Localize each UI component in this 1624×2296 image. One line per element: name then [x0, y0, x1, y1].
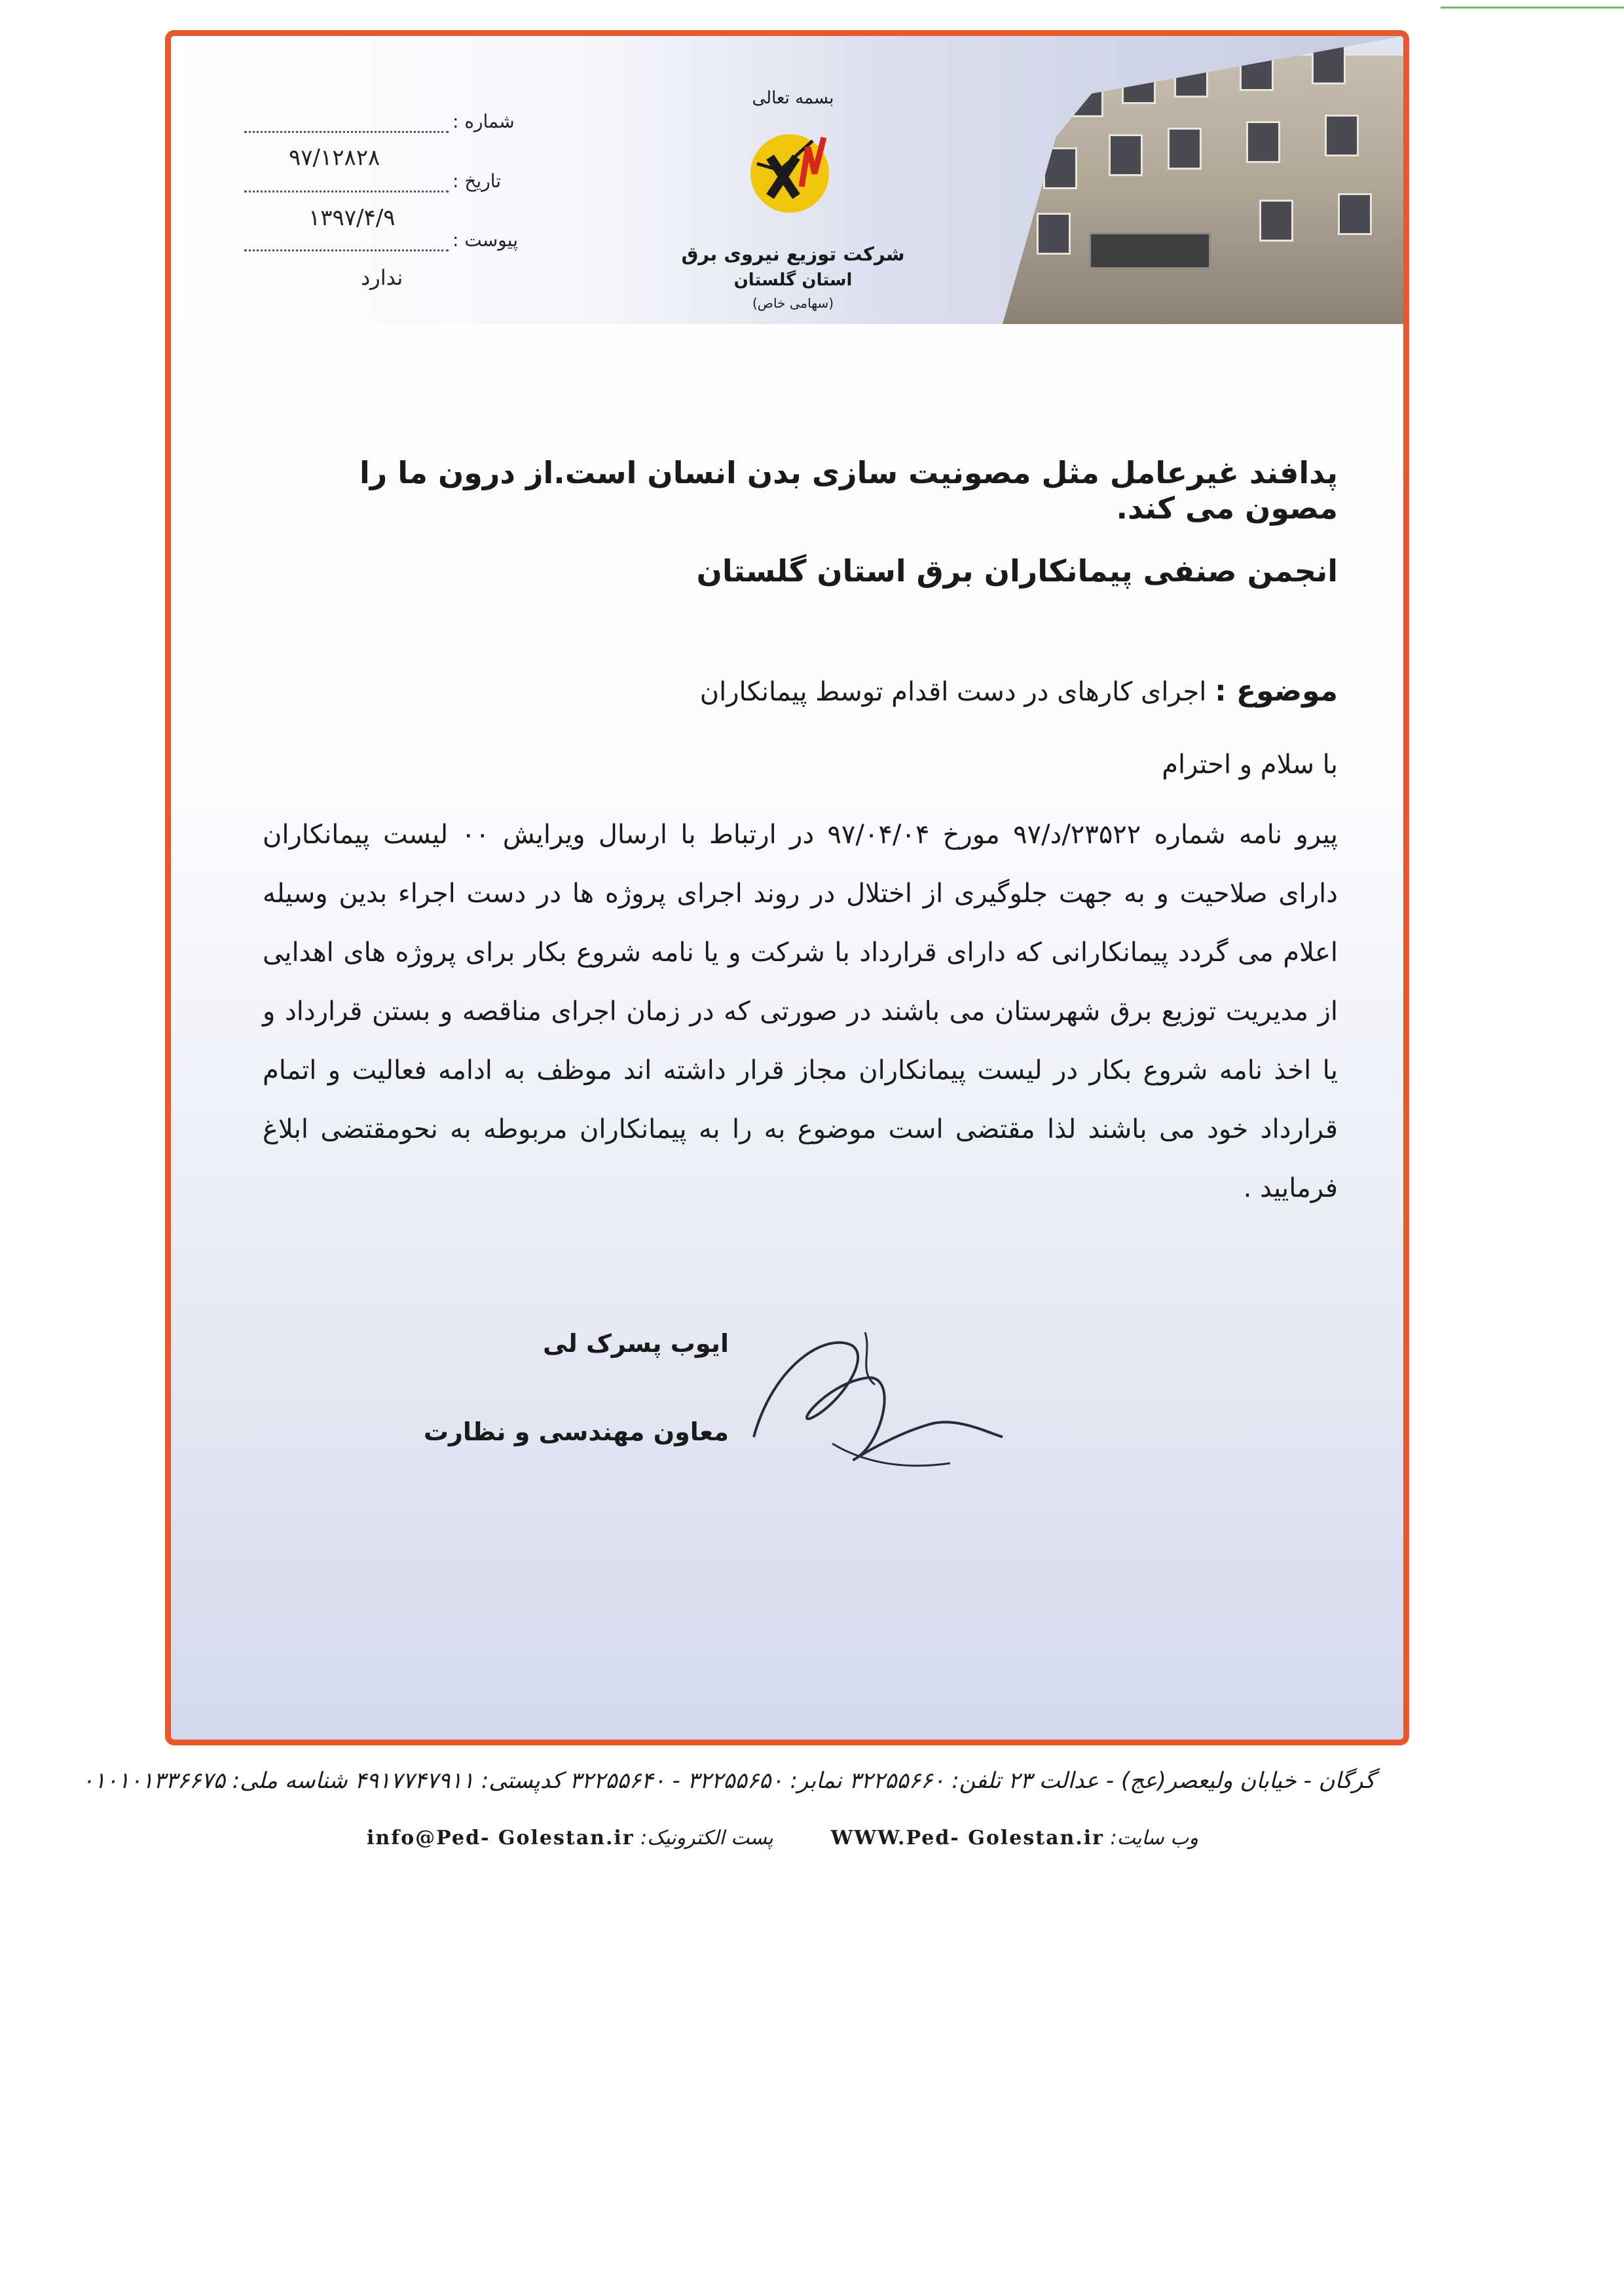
footer-address: گرگان - خیابان ولیعصر(عج) - عدالت ۲۳ تلفن: ۳۲۲۵۵۶۶۰ نمابر: ۳۲۲۵۵۶۵۰ - ۳۲۲۵۵۶۴۰ کدپستی: ۴۹۱۷۷۴۷۹۱۱ شناسه ملی: ۰۱۰۱۰۱۳۳۶۶۷۵: [81, 1768, 1375, 1794]
letter-date: ۱۳۹۷/۴/۹: [308, 205, 396, 231]
letterhead-frame: [165, 30, 1409, 1745]
date-label: تاریخ :: [452, 170, 502, 192]
slogan: پدافند غیرعامل مثل مصونیت سازی بدن انسان است.از درون ما را مصون می کند.: [360, 455, 1338, 526]
letter-number: ۹۷/۱۲۸۲۸: [289, 145, 380, 171]
company-province: استان گلستان: [733, 270, 853, 290]
recipient: انجمن صنفی پیمانکاران برق استان گلستان: [696, 553, 1338, 589]
bismillah: بسمه تعالی: [752, 88, 834, 108]
email-label: پست الکترونیک:: [640, 1827, 773, 1850]
handwritten-signature: [734, 1306, 1009, 1483]
letter-paragraph: پیرو نامه شماره ۲۳۵۲۲/د/۹۷ مورخ ۹۷/۰۴/۰۴ در ارتباط با ارسال ویرایش ۰۰ لیست پیمانکاران دارای صلاحیت و به جهت جلوگیری از اختلال در روند اجرای پروژه ها در دست اجراء بدین وسیله اعلام می گردد پیمانکارانی که دارای قرارداد با شرکت و یا نامه شروع بکار برای پروژه های اهدایی از مدیریت توزیع برق شهرستان می باشند در صورتی که در زمان اجرای مناقصه و بستن قرارداد و یا اخذ نامه شروع بکار در لیست پیمانکاران مجاز قرار داشته اند موظف به ادامه فعالیت و اتمام قرارداد خود می باشند لذا مقتضی است موضوع به را به پیمانکاران مربوطه به نحومقتضی ابلاغ فرمایید .: [263, 820, 1338, 1203]
attachment-value: ندارد: [361, 265, 403, 290]
number-label: شماره :: [452, 111, 515, 132]
footer-website-group: [831, 1827, 1198, 1850]
attachment-label: پیوست :: [452, 229, 518, 251]
footer-email-group: [367, 1827, 773, 1850]
email-link[interactable]: info@Ped- Golestan.ir: [367, 1827, 635, 1850]
subject-label: موضوع :: [1215, 674, 1338, 708]
subject-text: اجرای کارهای در دست اقدام توسط پیمانکاران: [699, 677, 1207, 707]
subject-line: [263, 674, 1338, 708]
greeting: با سلام و احترام: [1162, 750, 1338, 780]
company-type: (سهامی خاص): [752, 295, 834, 311]
signer-name: ایوب پسرک لی: [543, 1329, 729, 1358]
top-edge-line: [1441, 7, 1624, 9]
company-name: شرکت توزیع نیروی برق: [681, 243, 905, 265]
website-link[interactable]: WWW.Ped- Golestan.ir: [830, 1827, 1104, 1850]
signer-title: معاون مهندسی و نظارت: [423, 1417, 729, 1446]
building-sign: [1089, 232, 1211, 269]
logo-mark-icon: [750, 134, 829, 213]
website-label: وب سایت:: [1110, 1827, 1198, 1850]
company-logo-block: [649, 62, 937, 324]
